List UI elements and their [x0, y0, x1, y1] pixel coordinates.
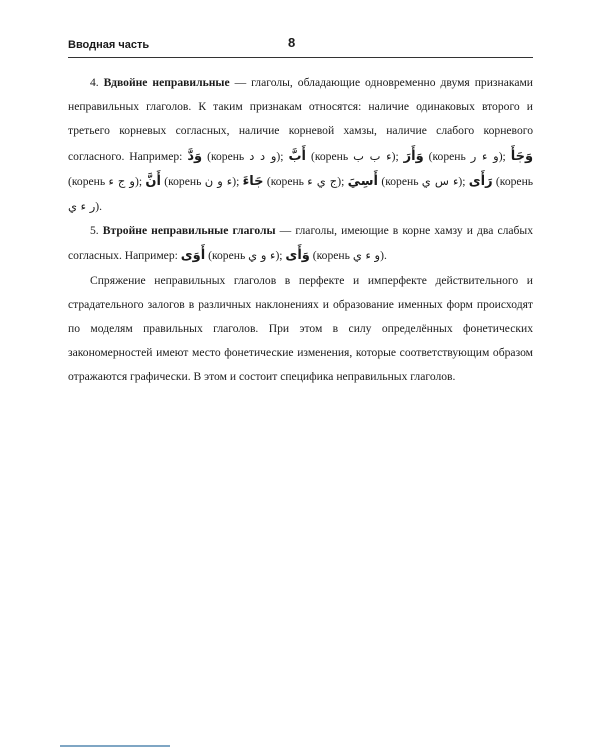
root-label: корень [432, 149, 466, 163]
arabic-verb: وَجَأَ [510, 148, 534, 164]
term-doubly-irregular: Вдвойне неправильные [103, 76, 230, 89]
example-verb: أَوَى (корень ء و ي); [180, 248, 286, 264]
header-rule [68, 57, 533, 58]
paragraph-intro: — глаголы, имеющие в корне хамзу и два слабых согласных. Например: [68, 224, 534, 263]
arabic-root: ء س ي [421, 173, 459, 188]
arabic-verb: أَنَّ [145, 173, 161, 189]
root-label: корень [168, 174, 202, 188]
arabic-verb: وَأَى [285, 248, 310, 264]
arabic-verb: أَوَى [180, 248, 206, 264]
example-verb: جَاءَ (корень ج ي ء); [242, 173, 348, 189]
arabic-root: و د د [249, 148, 277, 163]
example-verb: وَدَّ (корень و د د); [187, 148, 289, 164]
example-punctuation: ); [275, 249, 286, 263]
example-punctuation: ); [337, 174, 348, 188]
arabic-verb: وَدَّ [187, 148, 203, 164]
example-verb: وَجَأَ (корень و ج ء); [68, 148, 534, 188]
paragraph-doubly-irregular [68, 71, 533, 219]
arabic-verb: وَأَرَ [403, 148, 424, 164]
example-punctuation: ); [232, 174, 243, 188]
arabic-root: ء و ي [248, 248, 276, 263]
arabic-verb: جَاءَ [242, 173, 264, 189]
example-list [181, 249, 387, 262]
paragraph-number: 4. [90, 76, 104, 89]
arabic-verb: أَسِيَ [347, 173, 379, 189]
example-verb: رَأَى (корень ر ء ي). [68, 173, 534, 214]
arabic-root: و ج ء [108, 173, 135, 188]
root-label: корень [71, 174, 106, 188]
paragraph-number: 5. [90, 224, 103, 238]
example-punctuation: ); [498, 149, 511, 163]
example-punctuation: ); [134, 174, 146, 188]
page-body [68, 71, 533, 390]
example-punctuation: ). [95, 200, 103, 214]
page-number: 8 [288, 35, 296, 50]
paragraph-triply-irregular [68, 219, 533, 268]
root-label: корень [270, 174, 304, 188]
running-title: Вводная часть [68, 39, 150, 51]
arabic-root: و ء ر [470, 148, 499, 163]
paragraph-conjugation-note: Спряжение неправильных глаголов в перфекте и имперфекте действительного и страдательного залогов в различных наклонениях и образование именных форм происходят по моделям правильных глаголов. При этом в силу определённых фонетических закономерностей имеют место фонетические изменения, которые соответствующим образом отражаются графически. В этом и состоит специфика неправильных глаголов. [68, 273, 533, 384]
arabic-root: و ء ي [352, 248, 381, 263]
arabic-verb: أَبَّ [288, 148, 306, 164]
arabic-root: ج ي ء [307, 173, 338, 188]
root-label: корень [314, 149, 349, 163]
arabic-root: ء ب ب [353, 148, 392, 163]
example-punctuation: ); [276, 149, 289, 163]
paragraph-intro: — глаголы, обладающие одновременно двумя признаками неправильных глаголов. К таким признакам относятся: наличие одинаковых второго и третьего корневых согласных, наличие корневой хамзы, наличие слабого корневого согласного. Например: [68, 76, 534, 163]
example-verb: وَأَرَ (корень و ء ر); [403, 148, 511, 164]
root-label: корень [385, 174, 419, 188]
example-verb: أَسِيَ (корень ء س ي); [347, 173, 469, 189]
page-header [68, 35, 533, 54]
root-label: корень [211, 249, 246, 263]
arabic-root: ر ء ي [68, 199, 96, 214]
root-label: корень [499, 174, 534, 188]
root-label: корень [210, 149, 245, 163]
example-punctuation: ). [380, 249, 387, 263]
arabic-root: ء و ن [204, 173, 233, 188]
root-label: корень [316, 249, 350, 263]
example-verb: وَأَى (корень و ء ي). [285, 248, 387, 264]
example-verb: أَبَّ (корень ء ب ب); [288, 148, 404, 164]
scan-edge-mark [60, 745, 170, 747]
example-verb: أَنَّ (корень ء و ن); [145, 173, 243, 189]
example-punctuation: ); [391, 149, 404, 163]
example-punctuation: ); [458, 174, 469, 188]
arabic-verb: رَأَى [468, 173, 493, 189]
term-triply-irregular: Втройне неправильные глаголы [102, 224, 276, 238]
